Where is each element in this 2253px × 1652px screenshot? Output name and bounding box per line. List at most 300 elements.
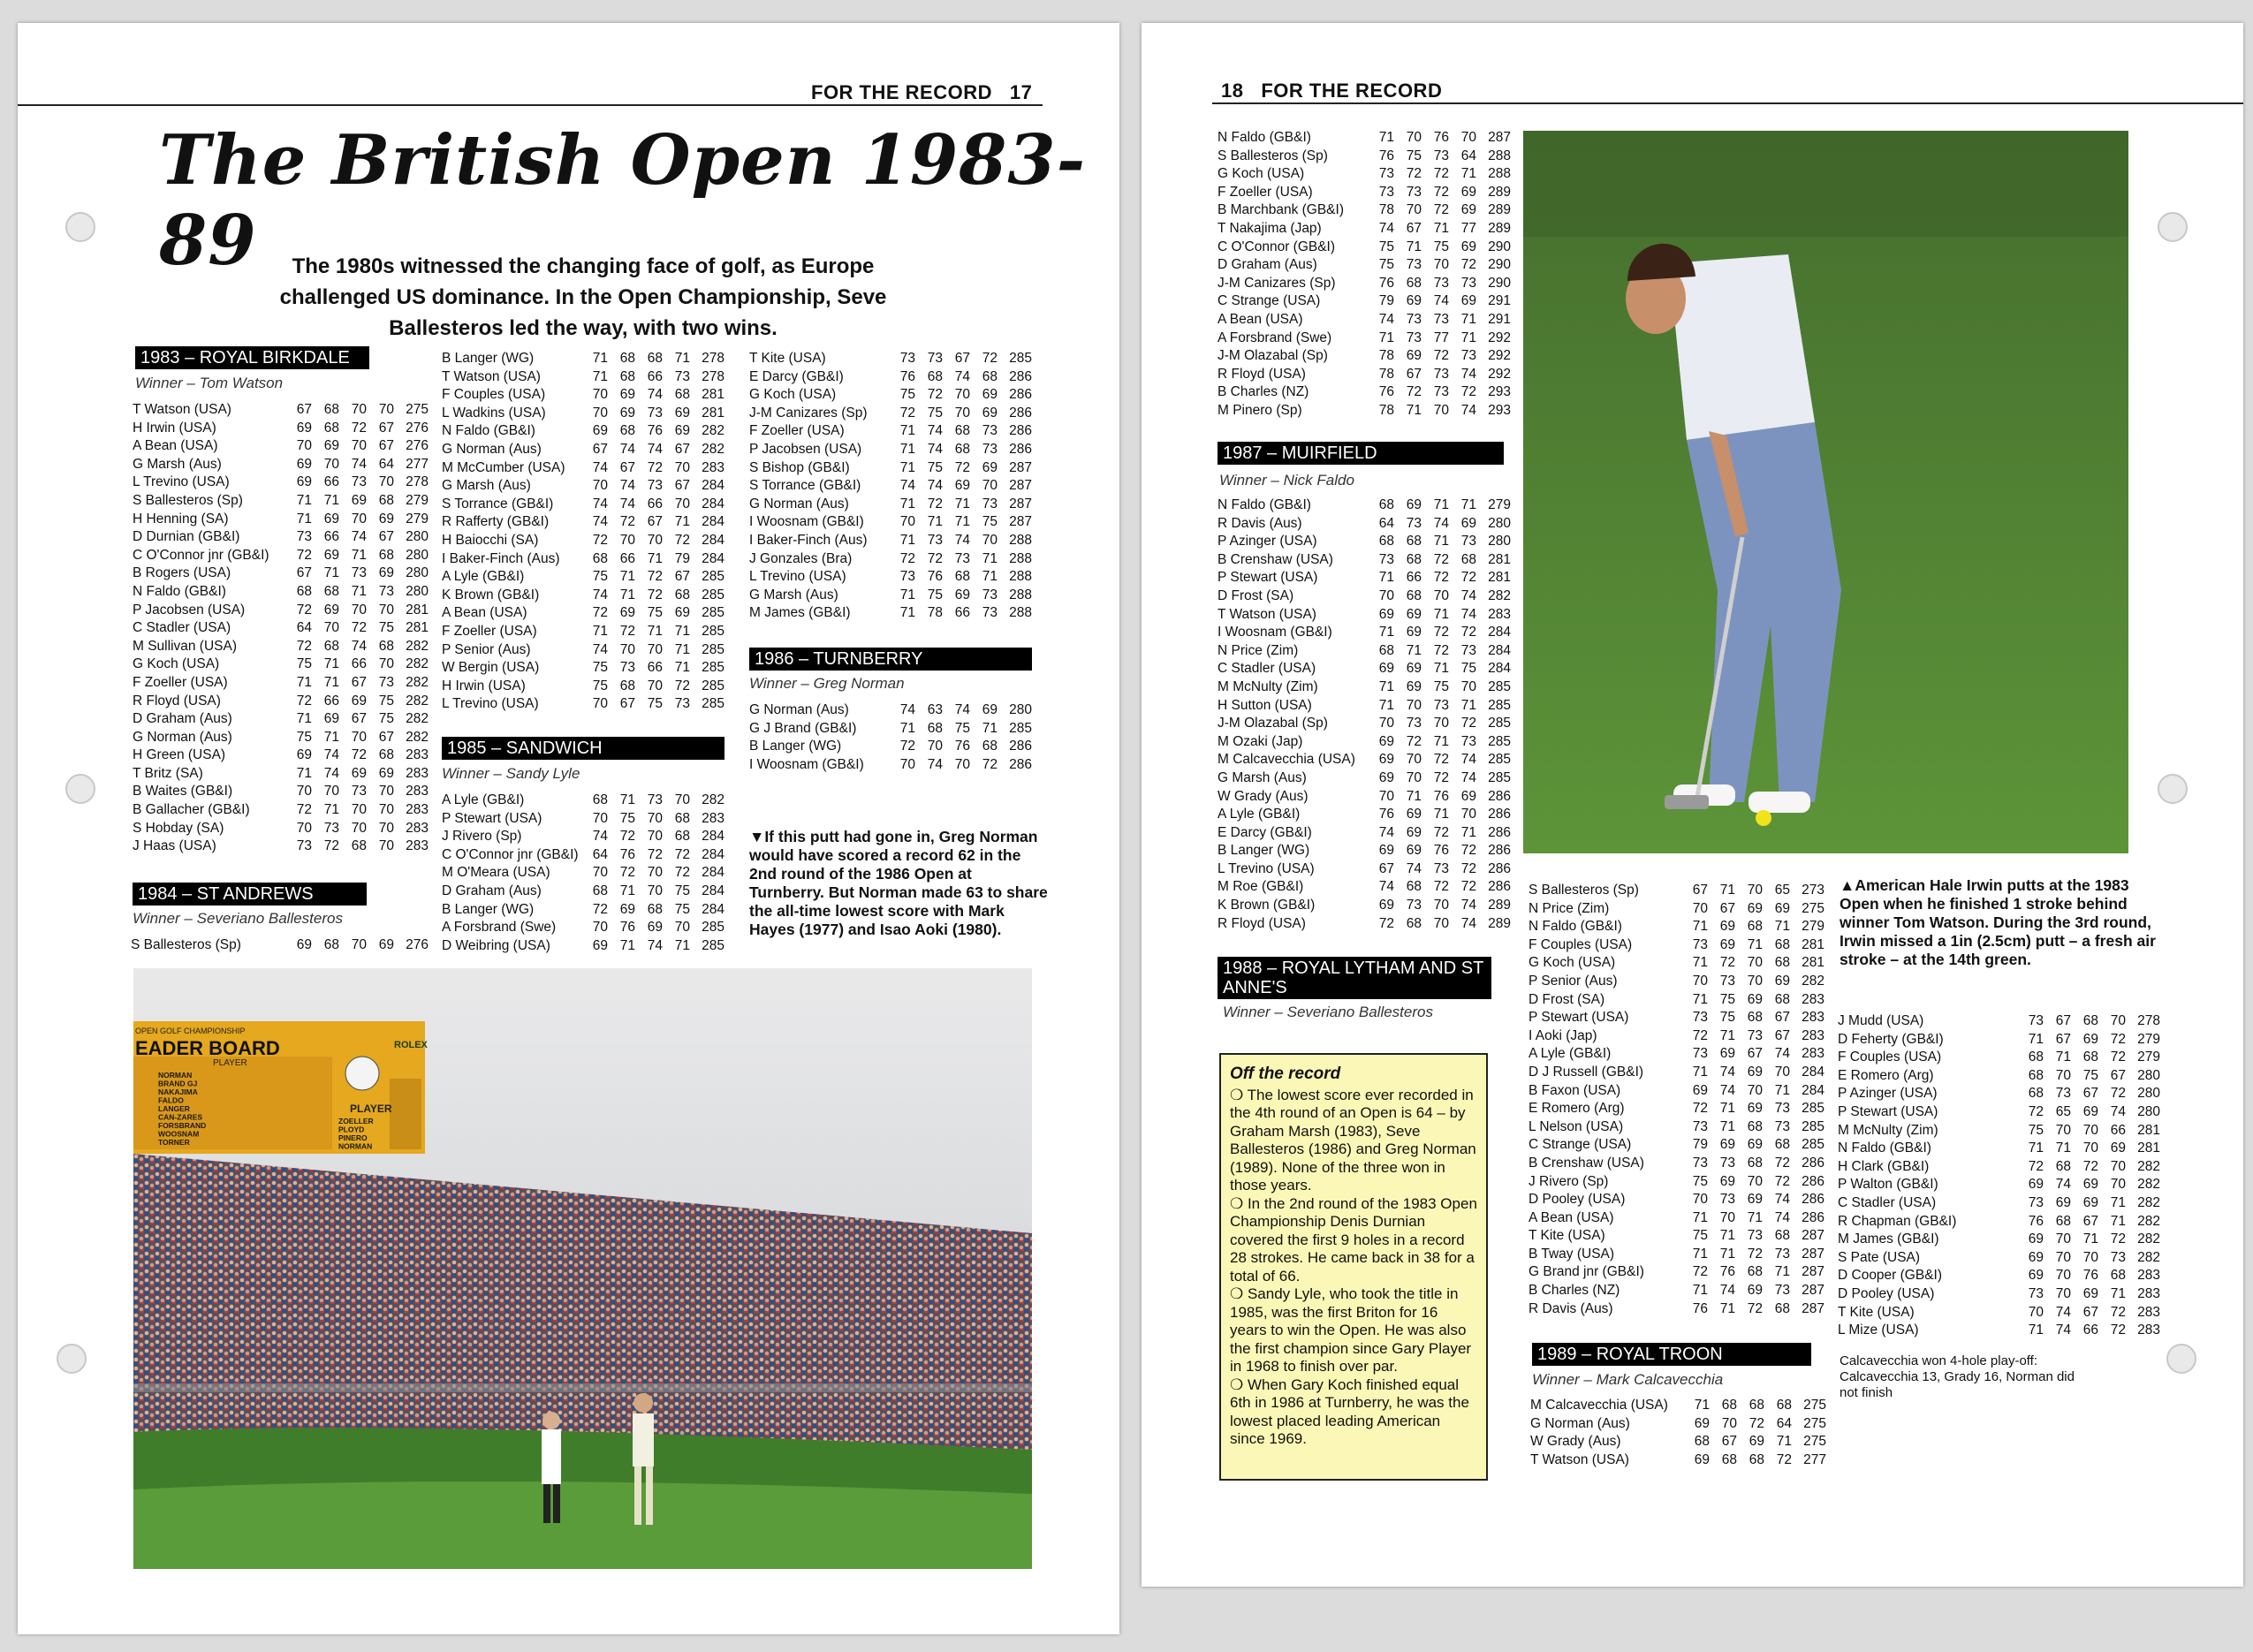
total-score: 287 <box>1009 478 1032 494</box>
results-table-1983 <box>133 401 429 856</box>
round-score: 75 <box>296 656 312 672</box>
total-score: 285 <box>1488 769 1511 785</box>
round-score: 72 <box>1719 955 1735 971</box>
table-row <box>133 837 429 856</box>
table-row <box>1218 624 1511 642</box>
player-name: F Zoeller (USA) <box>442 623 537 639</box>
table-row <box>1218 751 1511 769</box>
round-score: 69 <box>1749 1434 1764 1450</box>
round-score: 67 <box>1719 900 1735 916</box>
round-score: 71 <box>1433 220 1449 236</box>
round-score: 76 <box>619 920 635 936</box>
round-score: 69 <box>323 511 339 527</box>
round-score: 68 <box>1749 1451 1764 1467</box>
table-row <box>1218 347 1511 366</box>
round-score: 71 <box>2110 1213 2126 1229</box>
round-score: 72 <box>1692 1264 1708 1280</box>
round-score: 72 <box>1460 716 1476 731</box>
player-name: J Gonzales (Bra) <box>749 550 853 566</box>
round-score: 68 <box>1406 551 1422 567</box>
round-score: 72 <box>1460 625 1476 640</box>
round-score: 67 <box>619 696 635 712</box>
round-score: 74 <box>927 478 943 494</box>
turnberry-photo-illustration <box>133 968 1032 1569</box>
total-score: 285 <box>1488 697 1511 713</box>
round-score: 68 <box>1774 936 1790 952</box>
total-score: 282 <box>702 792 724 807</box>
round-score: 70 <box>1747 1082 1763 1098</box>
total-score: 281 <box>702 387 724 403</box>
table-row <box>133 729 429 747</box>
round-score: 64 <box>1378 515 1394 531</box>
round-score: 71 <box>1774 919 1790 935</box>
round-score: 72 <box>2028 1103 2044 1119</box>
round-score: 75 <box>378 620 394 636</box>
player-name: S Torrance (GB&I) <box>749 478 861 494</box>
round-score: 71 <box>1460 166 1476 182</box>
round-score: 69 <box>1719 1046 1735 1062</box>
player-name: M Calcavecchia (USA) <box>1218 752 1355 768</box>
round-score: 67 <box>378 529 394 545</box>
section-header-1986: 1986 – TURNBERRY <box>749 648 1032 671</box>
table-row <box>1218 165 1511 184</box>
round-score: 69 <box>2110 1140 2126 1156</box>
player-name: R Rafferty (GB&I) <box>442 514 550 530</box>
round-score: 70 <box>351 802 367 818</box>
round-score: 72 <box>2110 1304 2126 1320</box>
round-score: 71 <box>1692 1246 1708 1262</box>
round-score: 72 <box>1460 843 1476 859</box>
player-name: H Clark (GB&I) <box>1838 1158 1930 1174</box>
round-score: 73 <box>2028 1013 2044 1028</box>
round-score: 68 <box>1747 919 1763 935</box>
results-table-1989-cont <box>1838 1012 2160 1340</box>
round-score: 68 <box>592 883 608 898</box>
round-score: 69 <box>674 605 690 621</box>
table-row <box>1218 311 1511 330</box>
round-score: 75 <box>1406 148 1422 163</box>
round-score: 70 <box>378 820 394 836</box>
round-score: 67 <box>1692 883 1708 898</box>
round-score: 69 <box>1719 919 1735 935</box>
round-score: 71 <box>982 720 998 736</box>
round-score: 69 <box>378 565 394 581</box>
player-name: H Baiocchi (SA) <box>442 532 539 548</box>
round-score: 67 <box>1406 366 1422 382</box>
round-score: 77 <box>1433 330 1449 345</box>
player-name: D Cooper (GB&I) <box>1838 1268 1943 1284</box>
total-score: 279 <box>2137 1050 2160 1065</box>
player-name: P Jacobsen (USA) <box>749 441 862 457</box>
total-score: 281 <box>1488 570 1511 586</box>
table-row <box>442 810 724 829</box>
player-name: M Roe (GB&I) <box>1218 879 1304 895</box>
board-player-name: TORNER <box>158 1138 190 1147</box>
round-score: 68 <box>954 423 970 439</box>
round-score: 70 <box>351 402 367 417</box>
table-row <box>442 828 724 846</box>
round-score: 70 <box>647 532 663 548</box>
total-score: 285 <box>702 623 724 639</box>
table-row <box>442 846 724 865</box>
round-score: 74 <box>1378 879 1394 895</box>
round-score: 69 <box>1406 293 1422 309</box>
round-score: 70 <box>1433 402 1449 418</box>
round-score: 75 <box>954 720 970 736</box>
round-score: 74 <box>2055 1322 2071 1338</box>
player-name: S Ballesteros (Sp) <box>133 492 243 508</box>
round-score: 69 <box>674 405 690 421</box>
round-score: 72 <box>1433 551 1449 567</box>
round-score: 70 <box>2055 1268 2071 1284</box>
section-header-1983: 1983 – ROYAL BIRKDALE <box>135 346 369 369</box>
round-score: 73 <box>1406 898 1422 913</box>
round-score: 72 <box>899 739 915 754</box>
player-name: G Norman (Aus) <box>749 702 849 717</box>
round-score: 69 <box>2082 1194 2098 1210</box>
table-row <box>1838 1012 2160 1031</box>
round-score: 76 <box>647 423 663 439</box>
round-score: 75 <box>296 729 312 745</box>
winner-1987: Winner – Nick Faldo <box>1219 472 1354 489</box>
round-score: 68 <box>1747 1155 1763 1171</box>
round-score: 71 <box>2055 1050 2071 1065</box>
round-score: 73 <box>1406 257 1422 273</box>
table-row <box>442 550 724 569</box>
round-score: 75 <box>592 660 608 676</box>
total-score: 278 <box>2137 1013 2160 1028</box>
round-score: 69 <box>592 937 608 953</box>
round-score: 71 <box>1747 936 1763 952</box>
round-score: 72 <box>927 496 943 512</box>
total-score: 287 <box>1009 459 1032 475</box>
total-score: 284 <box>702 883 724 898</box>
table-row <box>1529 1282 1824 1300</box>
round-score: 72 <box>1433 752 1449 768</box>
board-player-name: CAN-ZARES <box>158 1112 203 1122</box>
total-score: 275 <box>1802 900 1824 916</box>
round-score: 71 <box>647 623 663 639</box>
round-score: 68 <box>2028 1086 2044 1102</box>
round-score: 75 <box>2028 1122 2044 1138</box>
round-score: 68 <box>954 569 970 585</box>
player-name: G Norman (Aus) <box>749 496 849 512</box>
player-name: N Faldo (GB&I) <box>1218 130 1311 145</box>
round-score: 75 <box>619 810 635 826</box>
round-score: 72 <box>1433 642 1449 658</box>
player-name: E Romero (Arg) <box>1838 1067 1934 1083</box>
round-score: 64 <box>592 846 608 862</box>
player-name: W Grady (Aus) <box>1218 788 1309 804</box>
round-score: 72 <box>927 550 943 566</box>
round-score: 71 <box>296 511 312 527</box>
round-score: 66 <box>323 529 339 545</box>
total-score: 283 <box>1802 991 1824 1007</box>
round-score: 74 <box>1719 1283 1735 1299</box>
player-name: W Grady (Aus) <box>1530 1434 1621 1450</box>
round-score: 70 <box>619 641 635 657</box>
round-score: 66 <box>323 693 339 709</box>
player-name: I Baker-Finch (Aus) <box>749 532 868 548</box>
table-row <box>1529 1136 1824 1155</box>
intro-text: The 1980s witnessed the changing face of golf, as Europe challenged US dominance. In the Open Championship, Seve Ballesteros led the way, with two wins. <box>279 254 887 340</box>
round-score: 68 <box>2028 1067 2044 1083</box>
round-score: 70 <box>296 784 312 799</box>
round-score: 64 <box>378 456 394 472</box>
table-row <box>442 919 724 937</box>
round-score: 74 <box>1460 366 1476 382</box>
round-score: 69 <box>1378 752 1394 768</box>
total-score: 289 <box>1488 202 1511 218</box>
round-score: 68 <box>619 368 635 384</box>
player-name: A Bean (USA) <box>442 605 527 621</box>
round-score: 68 <box>323 937 339 952</box>
total-score: 286 <box>1488 824 1511 840</box>
table-row <box>749 701 1032 720</box>
binder-hole <box>2158 212 2188 242</box>
round-score: 69 <box>1747 991 1763 1007</box>
player-name: C Stadler (USA) <box>133 620 231 636</box>
player-name: T Kite (USA) <box>1529 1228 1605 1244</box>
table-row <box>133 420 429 438</box>
round-score: 71 <box>1719 1246 1735 1262</box>
round-score: 73 <box>1433 311 1449 327</box>
total-score: 280 <box>406 583 429 599</box>
table-row <box>1218 402 1511 421</box>
round-score: 68 <box>647 351 663 366</box>
round-score: 71 <box>1378 130 1394 145</box>
round-score: 71 <box>954 514 970 530</box>
round-score: 72 <box>1433 202 1449 218</box>
round-score: 69 <box>2055 1194 2071 1210</box>
player-name: R Floyd (USA) <box>1218 366 1306 382</box>
round-score: 72 <box>899 550 915 566</box>
total-score: 284 <box>702 901 724 917</box>
round-score: 72 <box>592 532 608 548</box>
round-score: 69 <box>1406 625 1422 640</box>
round-score: 73 <box>982 496 998 512</box>
round-score: 69 <box>1774 973 1790 989</box>
round-score: 76 <box>1378 148 1394 163</box>
player-name: L Trevino (USA) <box>1218 860 1315 876</box>
player-name: S Ballesteros (Sp) <box>1218 148 1328 163</box>
results-table-1984 <box>131 936 429 955</box>
round-score: 70 <box>927 739 943 754</box>
round-score: 74 <box>619 441 635 457</box>
round-score: 69 <box>1378 733 1394 749</box>
round-score: 71 <box>1719 1027 1735 1043</box>
round-score: 73 <box>1433 697 1449 713</box>
round-score: 71 <box>323 656 339 672</box>
player-name: M McNulty (Zim) <box>1838 1122 1938 1138</box>
player-name: S Hobday (SA) <box>133 820 224 836</box>
table-row <box>1838 1140 2160 1158</box>
total-score: 280 <box>406 547 429 563</box>
total-score: 286 <box>1009 739 1032 754</box>
round-score: 72 <box>1692 1027 1708 1043</box>
round-score: 67 <box>1721 1434 1737 1450</box>
round-score: 72 <box>2110 1050 2126 1065</box>
table-row <box>133 602 429 620</box>
round-score: 71 <box>1460 824 1476 840</box>
table-row <box>442 405 724 423</box>
player-name: D Graham (Aus) <box>442 883 542 898</box>
round-score: 67 <box>674 441 690 457</box>
round-score: 74 <box>351 529 367 545</box>
section-header-1984: 1984 – ST ANDREWS <box>133 883 367 906</box>
table-row <box>133 492 429 511</box>
round-score: 71 <box>1774 1264 1790 1280</box>
round-score: 73 <box>1378 184 1394 200</box>
table-row <box>1529 1191 1824 1209</box>
total-score: 289 <box>1488 220 1511 236</box>
round-score: 74 <box>1774 1192 1790 1208</box>
total-score: 283 <box>1802 1010 1824 1026</box>
round-score: 72 <box>647 569 663 585</box>
table-row <box>1529 1209 1824 1228</box>
round-score: 72 <box>927 387 943 403</box>
round-score: 70 <box>2055 1067 2071 1083</box>
table-row <box>1218 697 1511 716</box>
total-score: 282 <box>702 441 724 457</box>
total-score: 290 <box>1488 257 1511 273</box>
table-row <box>1529 1227 1824 1246</box>
total-score: 287 <box>1802 1283 1824 1299</box>
round-score: 71 <box>1719 1300 1735 1316</box>
round-score: 69 <box>1747 900 1763 916</box>
round-score: 73 <box>619 660 635 676</box>
round-score: 69 <box>1747 1064 1763 1080</box>
round-score: 75 <box>982 514 998 530</box>
round-score: 66 <box>647 368 663 384</box>
round-score: 72 <box>1433 824 1449 840</box>
round-score: 76 <box>1433 130 1449 145</box>
player-name: D Frost (SA) <box>1529 991 1605 1007</box>
round-score: 70 <box>2055 1231 2071 1247</box>
round-score: 71 <box>1433 606 1449 622</box>
round-score: 71 <box>2110 1285 2126 1301</box>
player-name: A Lyle (GB&I) <box>442 569 525 585</box>
round-score: 66 <box>323 474 339 490</box>
round-score: 71 <box>1460 330 1476 345</box>
round-score: 73 <box>1460 534 1476 549</box>
total-score: 287 <box>1802 1264 1824 1280</box>
player-name: N Faldo (GB&I) <box>1218 497 1311 512</box>
round-score: 70 <box>592 810 608 826</box>
round-score: 72 <box>619 829 635 845</box>
round-score: 71 <box>1460 311 1476 327</box>
round-score: 69 <box>1406 497 1422 512</box>
round-score: 68 <box>323 402 339 417</box>
table-row <box>442 532 724 550</box>
round-score: 66 <box>619 550 635 566</box>
round-score: 72 <box>2110 1031 2126 1047</box>
round-score: 74 <box>1460 402 1476 418</box>
total-score: 286 <box>1802 1155 1824 1171</box>
round-score: 72 <box>1433 769 1449 785</box>
round-score: 73 <box>1378 551 1394 567</box>
round-score: 73 <box>1406 515 1422 531</box>
round-score: 68 <box>1406 587 1422 603</box>
total-score: 280 <box>406 565 429 581</box>
round-score: 71 <box>1692 991 1708 1007</box>
total-score: 286 <box>1009 423 1032 439</box>
player-name: I Baker-Finch (Aus) <box>442 550 560 566</box>
player-name: N Faldo (GB&I) <box>442 423 535 439</box>
table-row <box>749 386 1032 405</box>
round-score: 72 <box>592 605 608 621</box>
total-score: 283 <box>406 838 429 854</box>
round-score: 69 <box>1378 606 1394 622</box>
table-row <box>133 801 429 820</box>
round-score: 70 <box>647 829 663 845</box>
round-score: 72 <box>296 547 312 563</box>
player-name: A Bean (USA) <box>1218 311 1303 327</box>
table-row <box>1218 496 1511 515</box>
round-score: 71 <box>1692 919 1708 935</box>
round-score: 76 <box>2028 1213 2044 1229</box>
round-score: 69 <box>1460 184 1476 200</box>
round-score: 69 <box>1747 1192 1763 1208</box>
round-score: 70 <box>351 729 367 745</box>
round-score: 71 <box>674 660 690 676</box>
table-row <box>1529 936 1824 955</box>
table-row <box>1529 1173 1824 1192</box>
table-row <box>1838 1031 2160 1050</box>
total-score: 282 <box>406 693 429 709</box>
round-score: 70 <box>2082 1122 2098 1138</box>
round-score: 71 <box>1433 661 1449 677</box>
round-score: 74 <box>351 456 367 472</box>
player-name: C O'Connor (GB&I) <box>1218 239 1336 254</box>
round-score: 70 <box>1433 915 1449 931</box>
round-score: 71 <box>296 765 312 781</box>
table-row <box>749 496 1032 514</box>
round-score: 69 <box>2028 1231 2044 1247</box>
round-score: 68 <box>1747 1010 1763 1026</box>
player-name: L Mize (USA) <box>1838 1322 1919 1338</box>
total-score: 287 <box>1488 130 1511 145</box>
round-score: 71 <box>619 569 635 585</box>
round-score: 70 <box>351 820 367 836</box>
round-score: 75 <box>592 569 608 585</box>
round-score: 73 <box>378 583 394 599</box>
round-score: 69 <box>592 423 608 439</box>
round-score: 67 <box>674 478 690 494</box>
total-score: 285 <box>1802 1101 1824 1117</box>
round-score: 67 <box>2082 1304 2098 1320</box>
table-row <box>1218 587 1511 606</box>
total-score: 282 <box>702 423 724 439</box>
total-score: 285 <box>702 920 724 936</box>
round-score: 67 <box>1774 1010 1790 1026</box>
round-score: 72 <box>1433 879 1449 895</box>
round-score: 68 <box>1406 275 1422 291</box>
round-score: 69 <box>982 405 998 421</box>
total-score: 289 <box>1488 915 1511 931</box>
table-row <box>442 695 724 714</box>
round-score: 68 <box>1406 879 1422 895</box>
round-score: 71 <box>296 711 312 727</box>
round-score: 72 <box>619 865 635 881</box>
total-score: 283 <box>702 459 724 475</box>
round-score: 68 <box>296 583 312 599</box>
round-score: 70 <box>351 602 367 618</box>
table-row <box>1218 569 1511 587</box>
total-score: 282 <box>406 674 429 690</box>
total-score: 273 <box>1802 883 1824 898</box>
round-score: 68 <box>982 368 998 384</box>
